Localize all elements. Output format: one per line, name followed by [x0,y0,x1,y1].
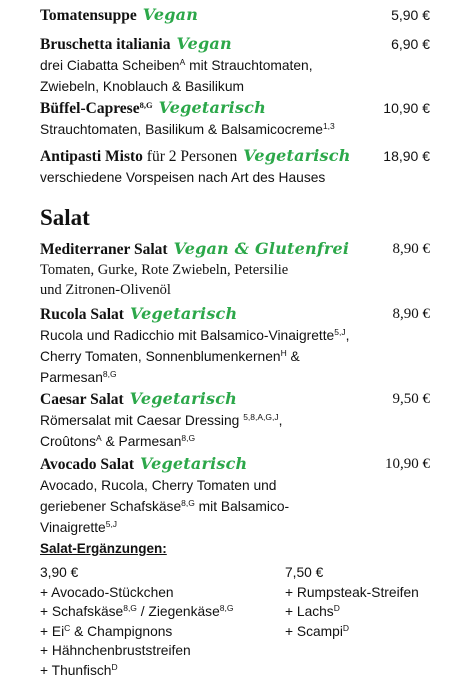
extras-price: 7,50 € [285,565,324,580]
text-line: und Zitronen-Olivenöl [40,282,171,298]
item-description [40,119,430,140]
text-line: geriebener Schafskäse$^{8,G}$ mit Balsamico- [40,498,290,514]
text-line: Croûtons$^A$ & Parmesan$^{8,G}$ [40,433,196,449]
allergen-code: A [179,57,186,67]
item-name: Avocado Salat [40,456,135,473]
allergen-code: 8,G [139,100,153,110]
diet-tag: Vegetarisch [140,454,248,473]
text-line: drei Ciabatta Scheiben$^A$ mit Strauchtomaten, [40,57,313,73]
item-price: 18,90 € [383,148,430,164]
item-price: 10,90 € [385,456,430,472]
text-line: + $Ei^C$ & Champignons [40,622,173,639]
item-name: Rucola Salat [40,306,124,323]
allergen-code: 5,8,A,G,J [243,412,279,422]
diet-tag: Vegan & Glutenfrei [173,239,350,258]
text-line: verschiedene Vorspeisen nach Art des Hauses [40,170,326,185]
allergen-code: 8,G [123,603,137,613]
extras-list [285,583,419,642]
text-line: + Avocado-Stückchen [40,584,174,600]
text-line: Parmesan$^{8,G}$ [40,369,117,385]
item-name: Antipasti Misto [40,148,143,165]
section-title: Salat [40,205,90,230]
allergen-code: D [111,661,118,672]
allergen-code: 8,G [181,433,196,443]
allergen-code: 5,J [334,327,346,337]
text-line: + Schafskäse$^{8,G}$ / Ziegenkäse$^{8,G}$ [40,603,234,619]
allergen-code: 8,G [102,369,117,379]
text-line: Rucola und Radicchio mit Balsamico-Vinaigrette$^{5,J}$, [40,327,350,343]
item-name: Caesar Salat [40,391,124,408]
text-line: + Thunfisch$^D$ [40,661,118,678]
extras-right-column [285,563,419,641]
text-line: + Scampi$^D$ [285,622,350,639]
extras-left-column [40,563,233,680]
menu-item-rucola-salat [40,304,430,388]
menu-item-mediterraner-salat [40,239,430,300]
menu-item-tomatensuppe [40,5,430,26]
item-price: 6,90 € [391,36,430,52]
menu-item-avocado-salat [40,454,430,538]
text-line: Strauchtomaten, Basilikum & Balsamicocreme$^{1,3}$ [40,121,335,137]
allergen-code: C [64,622,71,633]
text-line: Tomaten, Gurke, Rote Zwiebeln, Petersilie [40,262,289,278]
allergen-code: 8,G [181,498,195,508]
menu-item-bueffel-caprese [40,98,430,140]
item-name: Büffel-Caprese [40,100,140,117]
item-description [40,260,430,300]
item-description [40,475,430,538]
item-price: 8,90 € [392,306,430,322]
allergen-code: 8,G [219,603,234,613]
text-line: + Hähnchenbruststreifen [40,643,191,658]
diet-tag: Vegetarisch [243,146,351,165]
diet-tag: Vegetarisch [129,389,238,408]
allergen-code: H [280,348,287,358]
text-line: Cherry Tomaten, Sonnenblumenkernen$^H$ & [40,348,300,364]
diet-tag: Vegetarisch [158,98,266,117]
item-description [40,325,430,388]
diet-tag: Vegan [142,5,199,24]
diet-tag: Vegan [176,34,232,53]
allergen-code: D [342,622,350,633]
text-line: + Lachs$^D$ [285,603,340,619]
item-price: 10,90 € [383,100,430,116]
menu-item-caesar-salat [40,389,430,452]
allergen-code: 5,J [105,519,118,529]
item-description [40,410,430,452]
item-name: Mediterraner Salat [40,241,168,258]
item-price: 9,50 € [392,391,430,407]
diet-tag: Vegetarisch [129,304,238,323]
item-note: für 2 Personen [146,148,238,165]
item-description [40,55,430,97]
item-description [40,167,430,188]
text-line: + Rumpsteak-Streifen [285,584,419,600]
item-price: 5,90 € [391,7,430,23]
allergen-code: 1,3 [322,121,335,131]
menu-item-antipasti-misto [40,146,430,188]
text-line: Zwiebeln, Knoblauch & Basilikum [40,79,244,94]
allergen-code: A [95,433,102,443]
item-price: 8,90 € [392,241,430,257]
text-line: Vinaigrette$^{5,J}$ [40,519,118,535]
allergen-code: D [333,603,340,613]
extras-price: 3,90 € [40,565,79,580]
item-name: Tomatensuppe [40,7,137,24]
text-line: Avocado, Rucola, Cherry Tomaten und [40,478,277,493]
menu-item-bruschetta [40,34,430,97]
item-name: Bruschetta italiania [40,36,171,53]
text-line: Römersalat mit Caesar Dressing $^{5,8,A,G,J}$, [40,412,283,428]
extras-list [40,583,233,680]
extras-title: Salat-Ergänzungen: [40,541,167,556]
